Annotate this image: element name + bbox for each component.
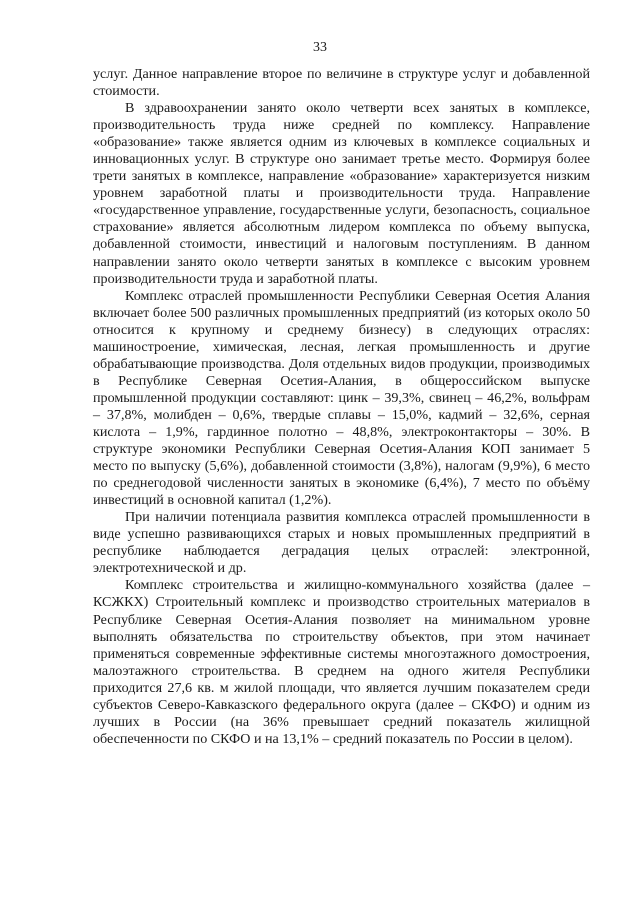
document-body — [93, 66, 590, 748]
paragraph-industry-degradation: При наличии потенциала развития комплекса отраслей промышленности в виде успешно развивающихся старых и новых промышленных предприятий в республике наблюдается деградация целых отраслей: электронной, электротехнической и др. — [93, 509, 590, 577]
paragraph-industry-complex: Комплекс отраслей промышленности Республики Северная Осетия Алания включает более 500 различных промышленных предприятий (из которых около 50 относится к крупному и среднему бизнесу) в следующих отраслях: машиностроение, химическая, лесная, легкая промышленность и другие обрабатывающие производства. Доля отдельных видов продукции, производимых в Республике Северная Осетия-Алания, в общероссийском выпуске промышленной продукции составляют: цинк – 39,3%, свинец – 46,2%, вольфрам – 37,8%, молибден – 0,6%, твердые сплавы – 15,0%, кадмий – 32,6%, серная кислота – 1,9%, гардинное полотно – 48,8%, электроконтакторы – 30%. В структуре экономики Республики Северная Осетия-Алания КОП занимает 5 место по выпуску (5,6%), добавленной стоимости (3,8%), налогам (9,9%), 6 место по среднегодовой численности занятых в экономике (6,4%), 7 место по объёму инвестиций в основной капитал (1,2%). — [93, 287, 590, 509]
page-number: 33 — [313, 40, 327, 55]
paragraph-healthcare-education: В здравоохранении занято около четверти всех занятых в комплексе, производительность труда ниже средней по комплексу. Направление «образование» также является одним из ключевых в комплексе социальных и инновационных услуг. В структуре оно занимает третье место. Формируя более трети занятых в комплексе, направление «образование» характеризуется низким уровнем заработной платы и производительности труда. Направление «государственное управление, государственные услуги, безопасность, социальное страхование» является абсолютным лидером комплекса по объему выпуска, добавленной стоимости, инвестиций и налоговым поступлениям. В данном направлении занято около четверти занятых в комплексе с высоким уровнем производительности труда и заработной платы. — [93, 100, 590, 287]
paragraph-services-continuation: услуг. Данное направление второе по величине в структуре услуг и добавленной стоимости. — [93, 66, 590, 100]
paragraph-construction-complex: Комплекс строительства и жилищно-коммунального хозяйства (далее – КСЖКХ) Строительный комплекс и производство строительных материалов в Республике Северная Осетия-Алания позволяет на минимальном уровне выполнять обязательства по строительству объектов, при этом начинает применяться современные эффективные системы многоэтажного домостроения, малоэтажного строительства. В среднем на одного жителя Республики приходится 27,6 кв. м жилой площади, что является лучшим показателем среди субъектов Северо-Кавказского федерального округа (далее – СКФО) и одним из лучших в России (на 36% превышает средний показатель жилищной обеспеченности по СКФО и на 13,1% – средний показатель по России в целом). — [93, 577, 590, 747]
